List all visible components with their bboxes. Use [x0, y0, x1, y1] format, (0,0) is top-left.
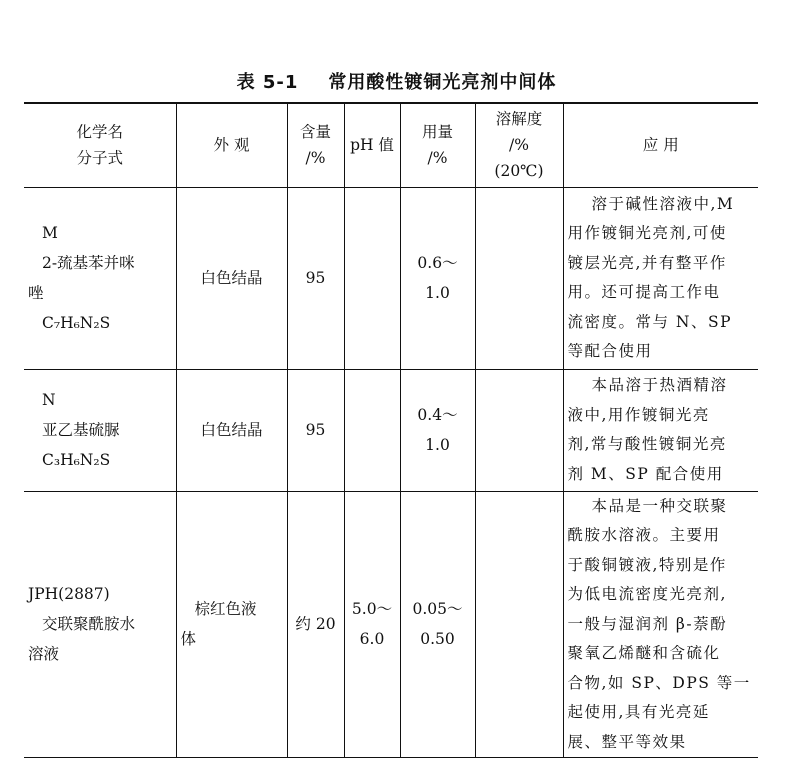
table-number: 表 5-1 [236, 72, 299, 93]
table-row [24, 369, 758, 491]
cell-application: 本品溶于热酒精溶 液中,用作镀铜光亮 剂,常与酸性镀铜光亮 剂 M、SP 配合使用 [567, 376, 728, 483]
cell-name: M 2-巯基苯并咪 唑 C₇H₆N₂S [24, 187, 176, 369]
cell-application: 本品是一种交联聚 酰胺水溶液。主要用 于酸铜镀液,特别是作 为低电流密度光亮剂, 一般与湿润剂 β-萘酚 聚氧乙烯醚和含硫化 合物,如 SP、DPS 等一 起使用,具有光亮延 展、整平等效果 [567, 496, 751, 751]
cell-dosage: 0.4～ 1.0 [400, 369, 475, 491]
table-title: 常用酸性镀铜光亮剂中间体 [328, 72, 557, 93]
cell-dosage: 0.05～ 0.50 [400, 491, 475, 758]
table-header-row [24, 103, 758, 187]
cell-content: 约 20 [287, 491, 344, 758]
cell-ph: 5.0～ 6.0 [344, 491, 400, 758]
header-content: 含量 /% [287, 103, 344, 187]
header-solubility: 溶解度 /% (20℃) [475, 103, 563, 187]
cell-appearance: 棕红色液 体 [176, 491, 287, 758]
cell-appearance: 白色结晶 [176, 369, 287, 491]
intermediates-table [24, 102, 758, 758]
cell-solubility [475, 369, 563, 491]
table-caption [0, 68, 793, 94]
cell-dosage: 0.6～ 1.0 [400, 187, 475, 369]
header-ph: pH 值 [344, 103, 400, 187]
cell-solubility [475, 187, 563, 369]
cell-solubility [475, 491, 563, 758]
table-row [24, 491, 758, 758]
cell-content: 95 [287, 187, 344, 369]
header-application: 应 用 [642, 136, 679, 155]
header-dosage: 用量 /% [400, 103, 475, 187]
cell-content: 95 [287, 369, 344, 491]
cell-appearance: 白色结晶 [176, 187, 287, 369]
cell-name: JPH(2887) 交联聚酰胺水 溶液 [24, 491, 176, 758]
header-appearance: 外 观 [176, 103, 287, 187]
cell-name: N 亚乙基硫脲 C₃H₆N₂S [24, 369, 176, 491]
header-name: 化学名 分子式 [24, 103, 176, 187]
cell-ph [344, 187, 400, 369]
cell-ph [344, 369, 400, 491]
table-row [24, 187, 758, 369]
cell-application: 溶于碱性溶液中,M 用作镀铜光亮剂,可使 镀层光亮,并有整平作 用。还可提高工作电 流密度。常与 N、SP 等配合使用 [567, 194, 735, 360]
